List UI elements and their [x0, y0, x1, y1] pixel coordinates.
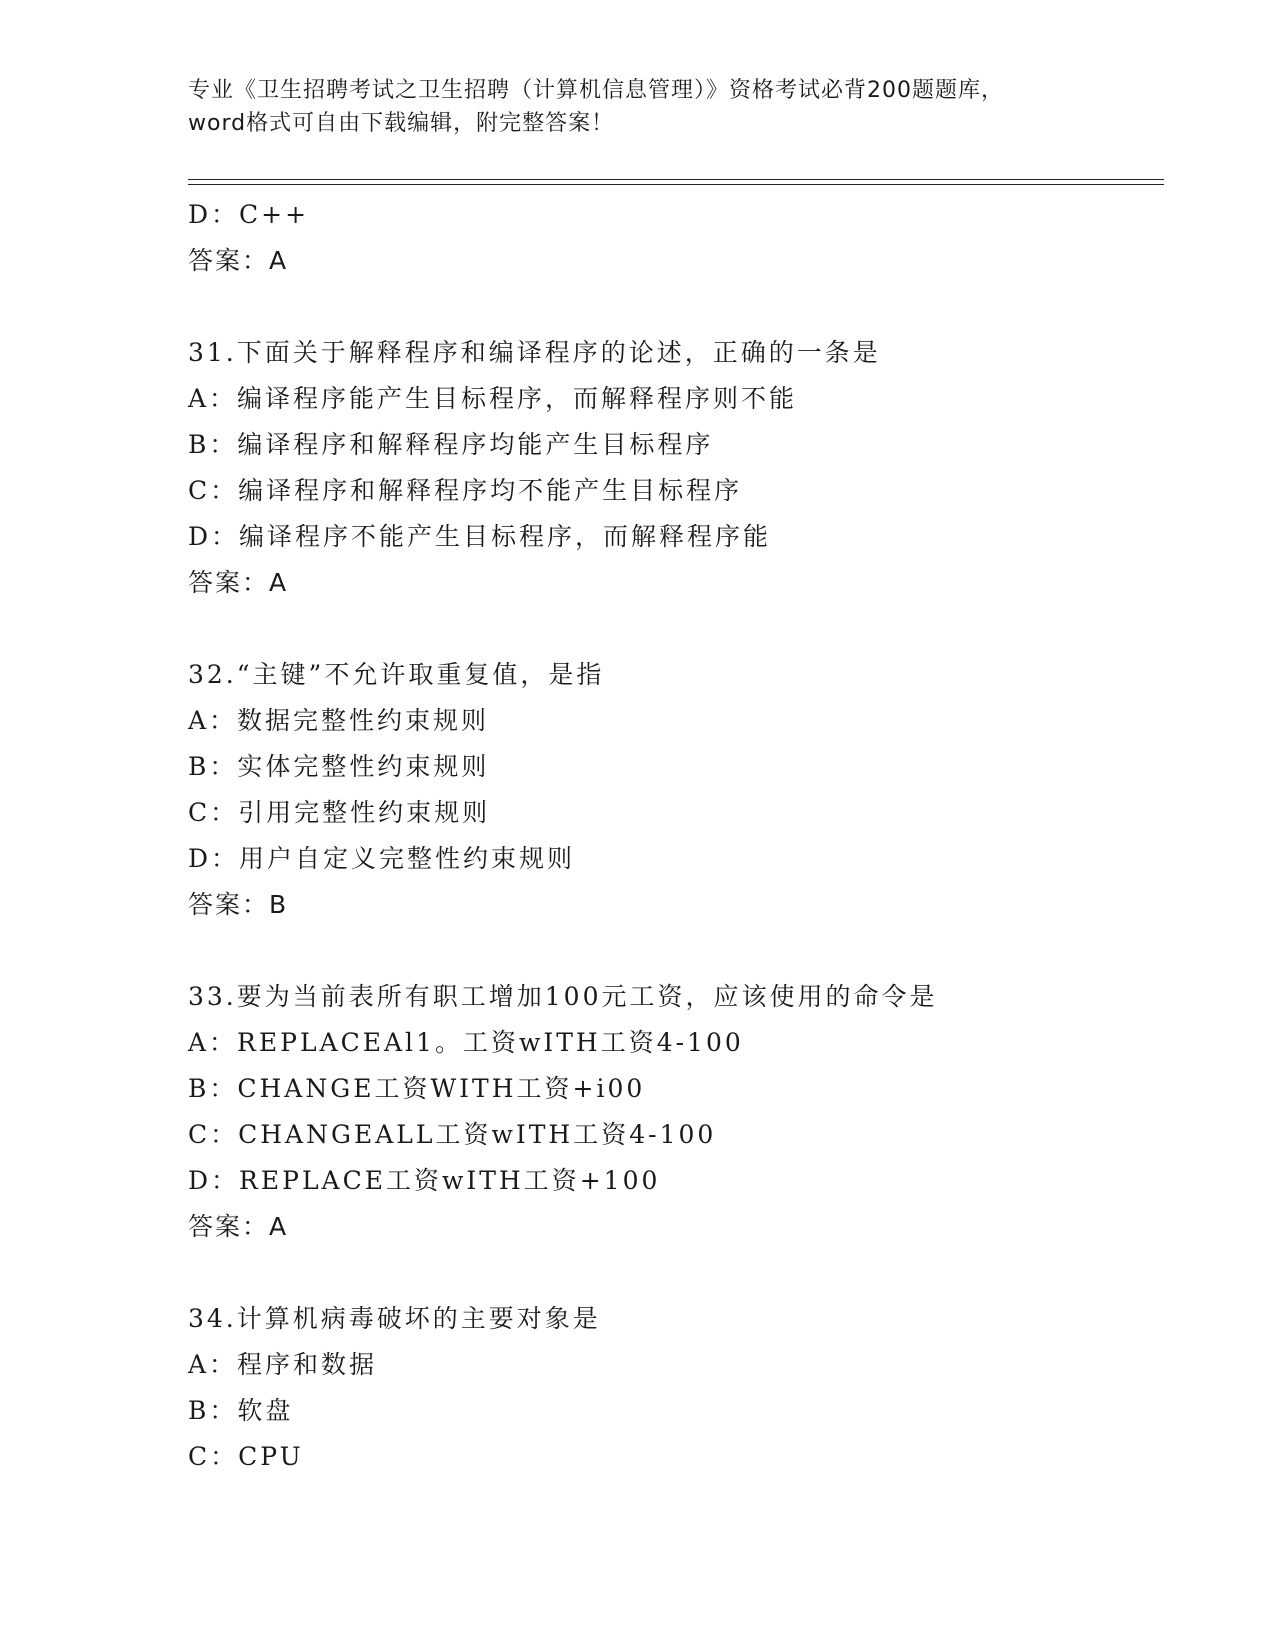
answer: 答案：B — [188, 890, 289, 919]
option-a: A：数据完整性约束规则 — [188, 706, 490, 735]
question-34 — [188, 1296, 1168, 1480]
question-list — [188, 192, 1168, 1480]
option-c: C：CHANGEALL工资wITH工资4-100 — [188, 1120, 717, 1149]
question-stem: 31.下面关于解释程序和编译程序的论述，正确的一条是 — [188, 338, 881, 367]
option-a: A：REPLACEAl1。工资wITH工资4-100 — [188, 1028, 744, 1057]
option-d: D：REPLACE工资wITH工资+100 — [188, 1166, 661, 1195]
spacer — [188, 928, 1168, 974]
spacer — [188, 284, 1168, 330]
question-33 — [188, 974, 1168, 1250]
question-32 — [188, 652, 1168, 928]
answer-carry-over: 答案：A — [188, 246, 289, 275]
option-c: C：CPU — [188, 1442, 304, 1471]
option-b: B：CHANGE工资WITH工资+i00 — [188, 1074, 646, 1103]
option-b: B：编译程序和解释程序均能产生目标程序 — [188, 430, 714, 459]
option-d-carry-over: D：C++ — [188, 200, 310, 229]
header-title-line-2: word格式可自由下载编辑，附完整答案！ — [188, 111, 615, 136]
document-header — [188, 74, 1168, 140]
header-divider-top — [188, 179, 1164, 180]
question-31 — [188, 330, 1168, 606]
question-stem: 34.计算机病毒破坏的主要对象是 — [188, 1304, 601, 1333]
header-divider-bottom — [188, 184, 1164, 185]
option-c: C：引用完整性约束规则 — [188, 798, 491, 827]
option-a: A：编译程序能产生目标程序，而解释程序则不能 — [188, 384, 798, 413]
option-b: B：实体完整性约束规则 — [188, 752, 490, 781]
question-stem: 32.“主键”不允许取重复值，是指 — [188, 660, 605, 689]
spacer — [188, 606, 1168, 652]
header-title-line-1: 专业《卫生招聘考试之卫生招聘（计算机信息管理）》资格考试必背200题题库， — [188, 78, 1004, 103]
option-d: D：编译程序不能产生目标程序，而解释程序能 — [188, 522, 772, 551]
answer: 答案：A — [188, 1212, 289, 1241]
option-d: D：用户自定义完整性约束规则 — [188, 844, 576, 873]
question-stem: 33.要为当前表所有职工增加100元工资，应该使用的命令是 — [188, 982, 938, 1011]
option-c: C：编译程序和解释程序均不能产生目标程序 — [188, 476, 743, 505]
spacer — [188, 1250, 1168, 1296]
answer: 答案：A — [188, 568, 289, 597]
option-b: B：软盘 — [188, 1396, 294, 1425]
option-a: A：程序和数据 — [188, 1350, 378, 1379]
